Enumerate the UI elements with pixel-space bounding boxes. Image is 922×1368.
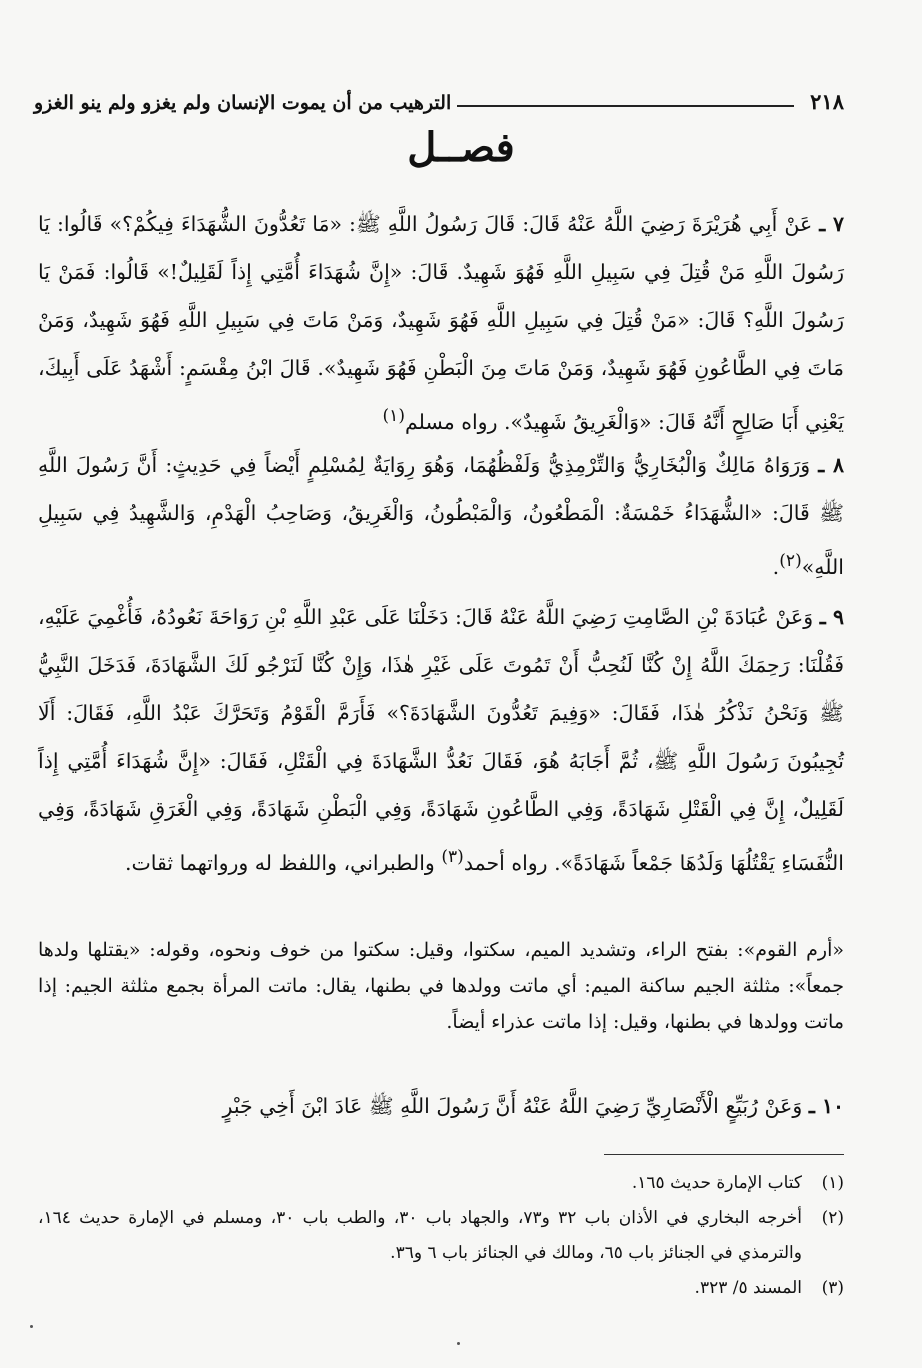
hadith-number: ١٠ ـ: [808, 1094, 844, 1118]
hadith-source: رواه مسلم: [405, 409, 504, 434]
hadith-source: رواه أحمد: [463, 850, 555, 875]
footnote-ref: (١): [382, 406, 406, 426]
header-rule: [457, 105, 794, 107]
scan-speck: [30, 1325, 33, 1328]
hadith-9: [38, 593, 844, 887]
footnote-item: [38, 1271, 844, 1306]
footnote-number: (١): [821, 1173, 844, 1193]
footnote-text: المسند ٥/ ٣٢٣.: [694, 1278, 802, 1298]
footnote-divider: [604, 1154, 844, 1155]
hadith-number: ٧ ـ: [819, 212, 844, 236]
footnote-item: [38, 1166, 844, 1201]
explanation-note: «أرم القوم»: بفتح الراء، وتشديد الميم، سكتوا، وقيل: سكتوا من خوف ونحوه، وقوله: «يقتلها ولدها جمعاً»: مثلثة الجيم ساكنة الميم: أي ماتت وولدها في بطنها، يقال: ماتت المرأة بجمع مثلثة الجيم: إذا ماتت وولدها في بطنها، وقيل: إذا ماتت عذراء أيضاً.: [38, 939, 844, 1033]
hadith-tail: والطبراني، واللفظ له ورواتهما ثقات.: [124, 850, 442, 875]
hadith-text: وَرَوَاهُ مَالِكٌ وَالْبُخَارِيُّ وَالتِّرْمِذِيُّ وَلَفْظُهُمَا، وَهُوَ رِوَايَةٌ لِمُسْلِمٍ أَيْضاً فِي حَدِيثٍ: أَنَّ رَسُولَ اللَّهِ ﷺ قَالَ: «الشُّهَدَاءُ خَمْسَةٌ: الْمَطْعُونُ، وَالْمَبْطُونُ، وَالْغَرِيقُ، وَصَاحِبُ الْهَدْمِ، وَالشَّهِيدُ فِي سَبِيلِ اللَّهِ»: [38, 453, 844, 579]
section-title: فصــل: [407, 124, 515, 171]
hadith-text: عَنْ أَبِي هُرَيْرَةَ رَضِيَ اللَّهُ عَنْهُ قَالَ: قَالَ رَسُولُ اللَّهِ ﷺ: «مَا تَعُدُّونَ الشُّهَدَاءَ فِيكُمْ؟» قَالُوا: يَا رَسُولَ اللَّهِ مَنْ قُتِلَ فِي سَبِيلِ اللَّهِ فَهُوَ شَهِيدٌ. قَالَ: «إِنَّ شُهَدَاءَ أُمَّتِي إِذاً لَقَلِيلٌ!» قَالُوا: فَمَنْ يَا رَسُولَ اللَّهِ؟ قَالَ: «مَنْ قُتِلَ فِي سَبِيلِ اللَّهِ فَهُوَ شَهِيدٌ، وَمَنْ مَاتَ فِي سَبِيلِ اللَّهِ فَهُوَ شَهِيدٌ، وَمَنْ مَاتَ فِي الطَّاعُونِ فَهُوَ شَهِيدٌ، وَمَنْ مَاتَ مِنَ الْبَطْنِ فَهُوَ شَهِيدٌ». قَالَ ابْنُ مِقْسَمٍ: أَشْهَدُ عَلَى أَبِيكَ، يَعْنِي أَبَا صَالِحٍ أَنَّهُ قَالَ: «وَالْغَرِيقُ شَهِيدٌ».: [38, 212, 844, 434]
scan-speck: [457, 1342, 460, 1345]
hadith-number: ٩ ـ: [819, 605, 844, 629]
footnote-number: (٣): [821, 1278, 844, 1298]
hadith-number: ٨ ـ: [818, 453, 844, 477]
hadith-text: وَعَنْ عُبَادَةَ بْنِ الصَّامِتِ رَضِيَ اللَّهُ عَنْهُ قَالَ: دَخَلْنَا عَلَى عَبْدِ اللَّهِ بْنِ رَوَاحَةَ نَعُودُهُ، فَأُغْمِيَ عَلَيْهِ، فَقُلْنَا: رَحِمَكَ اللَّهُ إِنْ كُنَّا لَنُحِبُّ أَنْ تَمُوتَ عَلَى غَيْرِ هٰذَا، وَإِنْ كُنَّا لَنَرْجُو لَكَ الشَّهَادَةَ، فَدَخَلَ النَّبِيُّ ﷺ وَنَحْنُ نَذْكُرُ هٰذَا، فَقَالَ: «وَفِيمَ تَعُدُّونَ الشَّهَادَةَ؟» فَأَرَمَّ الْقَوْمُ وَتَحَرَّكَ عَبْدُ اللَّهِ، فَقَالَ: أَلَا تُجِيبُونَ رَسُولَ اللَّهِ ﷺ، ثُمَّ أَجَابَهُ هُوَ، فَقَالَ نَعُدُّ الشَّهَادَةَ فِي الْقَتْلِ، فَقَالَ: «إِنَّ شُهَدَاءَ أُمَّتِي إِذاً لَقَلِيلٌ، إِنَّ فِي الْقَتْلِ شَهَادَةً، وَفِي الطَّاعُونِ شَهَادَةً، وَفِي الْبَطْنِ شَهَادَةً، وَفِي الْغَرَقِ شَهَادَةً، وَفِي النُّفَسَاءِ يَقْتُلُهَا وَلَدُهَا جَمْعاً شَهَادَةً».: [38, 605, 844, 875]
footnote-number: (٢): [821, 1208, 844, 1228]
footnote-text: أخرجه البخاري في الأذان باب ٣٢ و٧٣، والجهاد باب ٣٠، والطب باب ٣٠، ومسلم في الإمارة حديث ١٦٤، والترمذي في الجنائز باب ٦٥، ومالك في الجنائز باب ٦ و٣٦.: [38, 1208, 802, 1263]
hadith-end: .: [772, 554, 780, 579]
hadith-text: وَعَنْ رُبَيِّعٍ الْأَنْصَارِيِّ رَضِيَ اللَّهُ عَنْهُ أَنَّ رَسُولَ اللَّهِ ﷺ عَادَ ابْنَ أَخِي جَبْرٍ: [222, 1094, 803, 1118]
footnote-ref: (٣): [441, 847, 464, 867]
hadith-8: [38, 441, 844, 591]
hadith-10: [38, 1082, 844, 1130]
running-title: الترهيب من أن يموت الإنسان ولم يغزو ولم ينو الغزو: [34, 92, 452, 114]
footnote-ref: (٢): [779, 551, 802, 571]
hadith-7: [38, 200, 844, 446]
running-header: [34, 82, 844, 114]
footnote-text: كتاب الإمارة حديث ١٦٥.: [631, 1173, 802, 1193]
page-number: ٢١٨: [810, 89, 844, 114]
footnotes: [38, 1166, 844, 1306]
footnote-item: [38, 1201, 844, 1271]
